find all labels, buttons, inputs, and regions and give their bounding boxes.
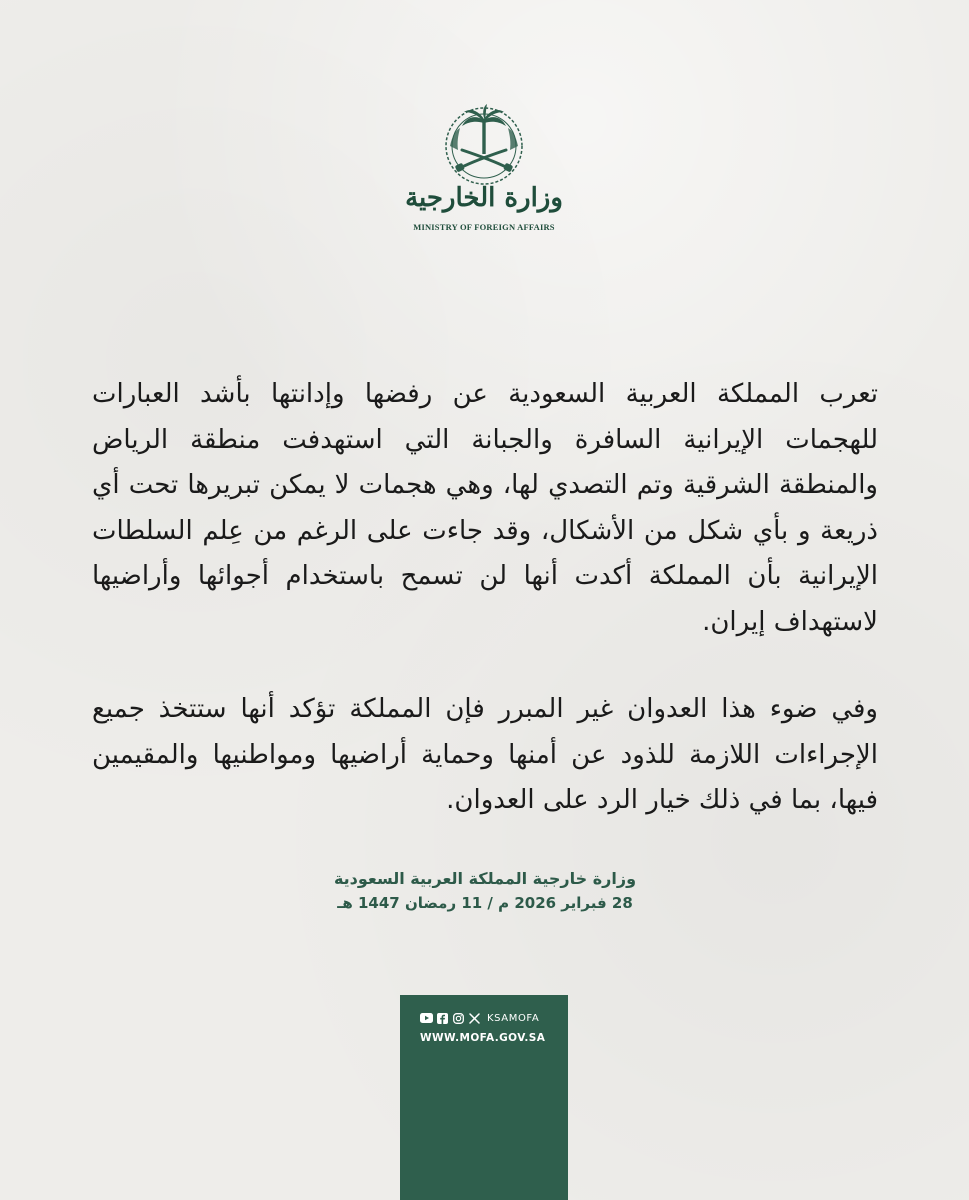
- saudi-emblem-palm-swords-icon: [440, 100, 528, 188]
- issuer-name: وزارة خارجية المملكة العربية السعودية: [333, 869, 637, 888]
- footer-panel: [400, 995, 568, 1200]
- social-links: [420, 1011, 539, 1025]
- statement-paragraph-1: تعرب المملكة العربية السعودية عن رفضها وإدانتها بأشد العبارات للهجمات الإيرانية السافرة والجبانة التي استهدفت منطقة الرياض والمنطقة الشرقية وتم التصدي لها، وهي هجمات لا يمكن تبريرها تحت أي ذريعة و بأي شكل من الأشكال، وقد جاءت على الرغم من عِلم السلطات الإيرانية بأن المملكة أكدت أنها لن تسمح باستخدام أجوائها وأراضيها لاستهداف إيران.: [92, 379, 878, 637]
- logo-arabic-name: وزارة الخارجية: [405, 183, 563, 213]
- logo-english-name: MINISTRY OF FOREIGN AFFAIRS: [413, 222, 555, 232]
- social-handle[interactable]: KSAMOFA: [487, 1012, 540, 1024]
- statement-body: [92, 372, 878, 824]
- signature-block: [300, 868, 670, 916]
- youtube-icon[interactable]: [420, 1012, 433, 1024]
- issue-date: 28 فبراير 2026 م / 11 رمضان 1447 هـ: [337, 894, 633, 912]
- x-icon[interactable]: [468, 1012, 481, 1024]
- ministry-logo: [404, 100, 564, 240]
- facebook-icon[interactable]: [436, 1012, 449, 1024]
- statement-paragraph-2: وفي ضوء هذا العدوان غير المبرر فإن المملكة تؤكد أنها ستتخذ جميع الإجراءات اللازمة للذود عن أمنها وحماية أراضيها ومواطنيها والمقيمين فيها، بما في ذلك خيار الرد على العدوان.: [92, 694, 878, 815]
- website-link[interactable]: WWW.MOFA.GOV.SA: [420, 1032, 546, 1044]
- instagram-icon[interactable]: [452, 1012, 465, 1024]
